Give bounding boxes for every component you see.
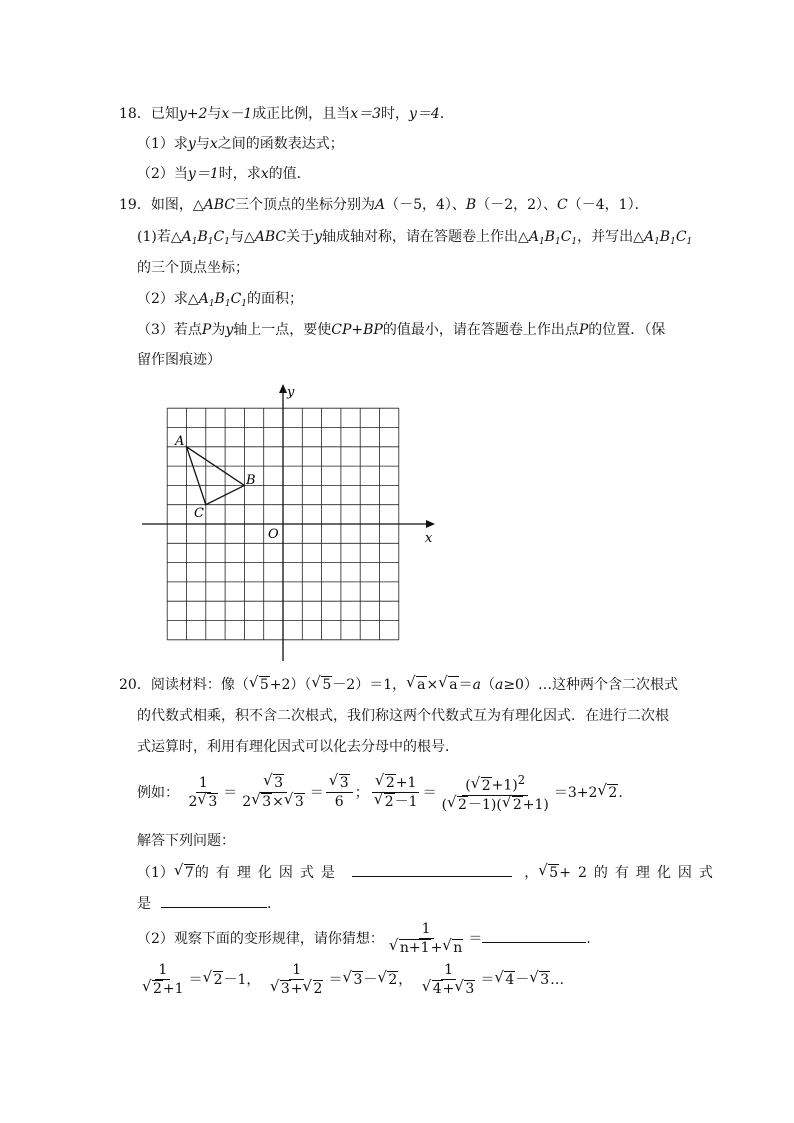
sqrt-a: √ a: [439, 675, 458, 695]
q19-part1-line2: 的三个顶点坐标；: [137, 260, 249, 276]
label-y: y: [287, 385, 295, 400]
sqrt-5: √ 5: [312, 675, 332, 695]
fraction: √ $\frac{3}{6}$: [326, 775, 353, 811]
q20-pattern: 1 √ 2+1 ＝√ 2－1， 1 √ 3+√ 2 ＝√ 3－√ 2， 1 √ 4+√ 3 ＝√ 4－√ 3…: [137, 961, 564, 999]
x-axis-arrow-icon: [426, 520, 435, 528]
q20-part1-line2: 是 ．: [137, 893, 281, 914]
q20-part1-line1: （1）√ 7的有理化因式是 ，√ 5+2的有理化因式: [137, 862, 720, 883]
q20-line2: 的代数式相乘，积不含二次根式，我们称这两个代数式互为有理化因式．在进行二次根: [137, 708, 669, 724]
q20-part2: （2）观察下面的变形规律，请你猜想： 1 √ n+1+√ n ＝ ．: [137, 920, 600, 958]
q20-example: 例如： $\frac{1}{2√ 3}$ ＝ √ $\frac{3}{2√ 3\times√ 3}$ ＝ √ $\frac{3}{6}$ ； √ 2+1 √ 2－1 ＝ $\frac{(√ 2+1)^2}{(√ 2-1)(√ 2+1)}$ ＝3+2√ 2.: [137, 772, 623, 814]
q19-part3-line2: 留作图痕迹）: [137, 352, 221, 368]
sqrt-5: √ 5: [250, 675, 270, 695]
fraction: 1 √ n+1+√ n: [386, 921, 466, 957]
label-O: O: [268, 527, 279, 542]
triangle-abc: [187, 447, 245, 505]
y-axis-arrow-icon: [279, 384, 287, 393]
fraction: $\frac{(√ 2+1)^2}{(√ 2-1)(√ 2+1)}$: [439, 772, 552, 814]
label-B: B: [246, 473, 256, 488]
answer-blank-1[interactable]: [352, 862, 512, 877]
q18-stem: 18．已知y+2与x－1成正比例，且当x＝3时，y＝4．: [119, 106, 454, 122]
q19-part3-line1: （3）若点P为y轴上一点，要使CP+BP的值最小，请在答题卷上作出点P的位置．（保: [137, 322, 666, 338]
fraction: $\frac{1}{2√ 3}$: [185, 775, 221, 811]
sqrt-7: √ 7: [175, 863, 195, 883]
sqrt-5: √ 5: [539, 863, 559, 883]
fraction: 1 √ 3+√ 2: [267, 962, 327, 998]
coordinate-grid-figure: [130, 378, 450, 668]
q20-line1: 20．阅读材料：像（√ 5+2）（√ 5－2）＝1，√ a×√ a＝a（a≥0）…这种两个含二次根式: [119, 675, 678, 695]
y-axis: [279, 384, 287, 661]
answer-blank-2[interactable]: [161, 893, 267, 908]
q19-part2: （2）求$\triangle A_1B_1C_1$的面积；: [137, 291, 304, 309]
x-axis: [142, 520, 435, 528]
fraction: √ $\frac{3}{2√ 3\times√ 3}$: [239, 775, 308, 811]
q19-part1-line1: (1)若$\triangle A_1B_1C_1$与△ABC关于y轴成轴对称，请在答题卷上作出$\triangle A_1B_1C_1$，并写出$\triangle A_1B_1C_1$: [137, 229, 693, 247]
q18-part1: （1）求y与x之间的函数表达式；: [137, 136, 344, 152]
q20-line3: 式运算时，利用有理化因式可以化去分母中的根号．: [137, 739, 459, 755]
label-A: A: [175, 434, 185, 449]
q19-stem: 19．如图，△ABC三个顶点的坐标分别为A（－5，4）、B（－2，2）、C（－4，1）．: [119, 197, 649, 213]
label-C: C: [194, 506, 204, 521]
q20-answer-heading: 解答下列问题：: [137, 833, 235, 849]
answer-blank-3[interactable]: [482, 928, 586, 943]
fraction: 1 √ 4+√ 3: [419, 962, 479, 998]
fraction: 1 √ 2+1: [139, 962, 187, 998]
q18-part2: （2）当y＝1时，求x的值．: [137, 166, 311, 182]
fraction: √ 2+1 √ 2－1: [371, 775, 421, 811]
sqrt-a: √ a: [407, 675, 426, 695]
label-x: x: [425, 531, 433, 546]
